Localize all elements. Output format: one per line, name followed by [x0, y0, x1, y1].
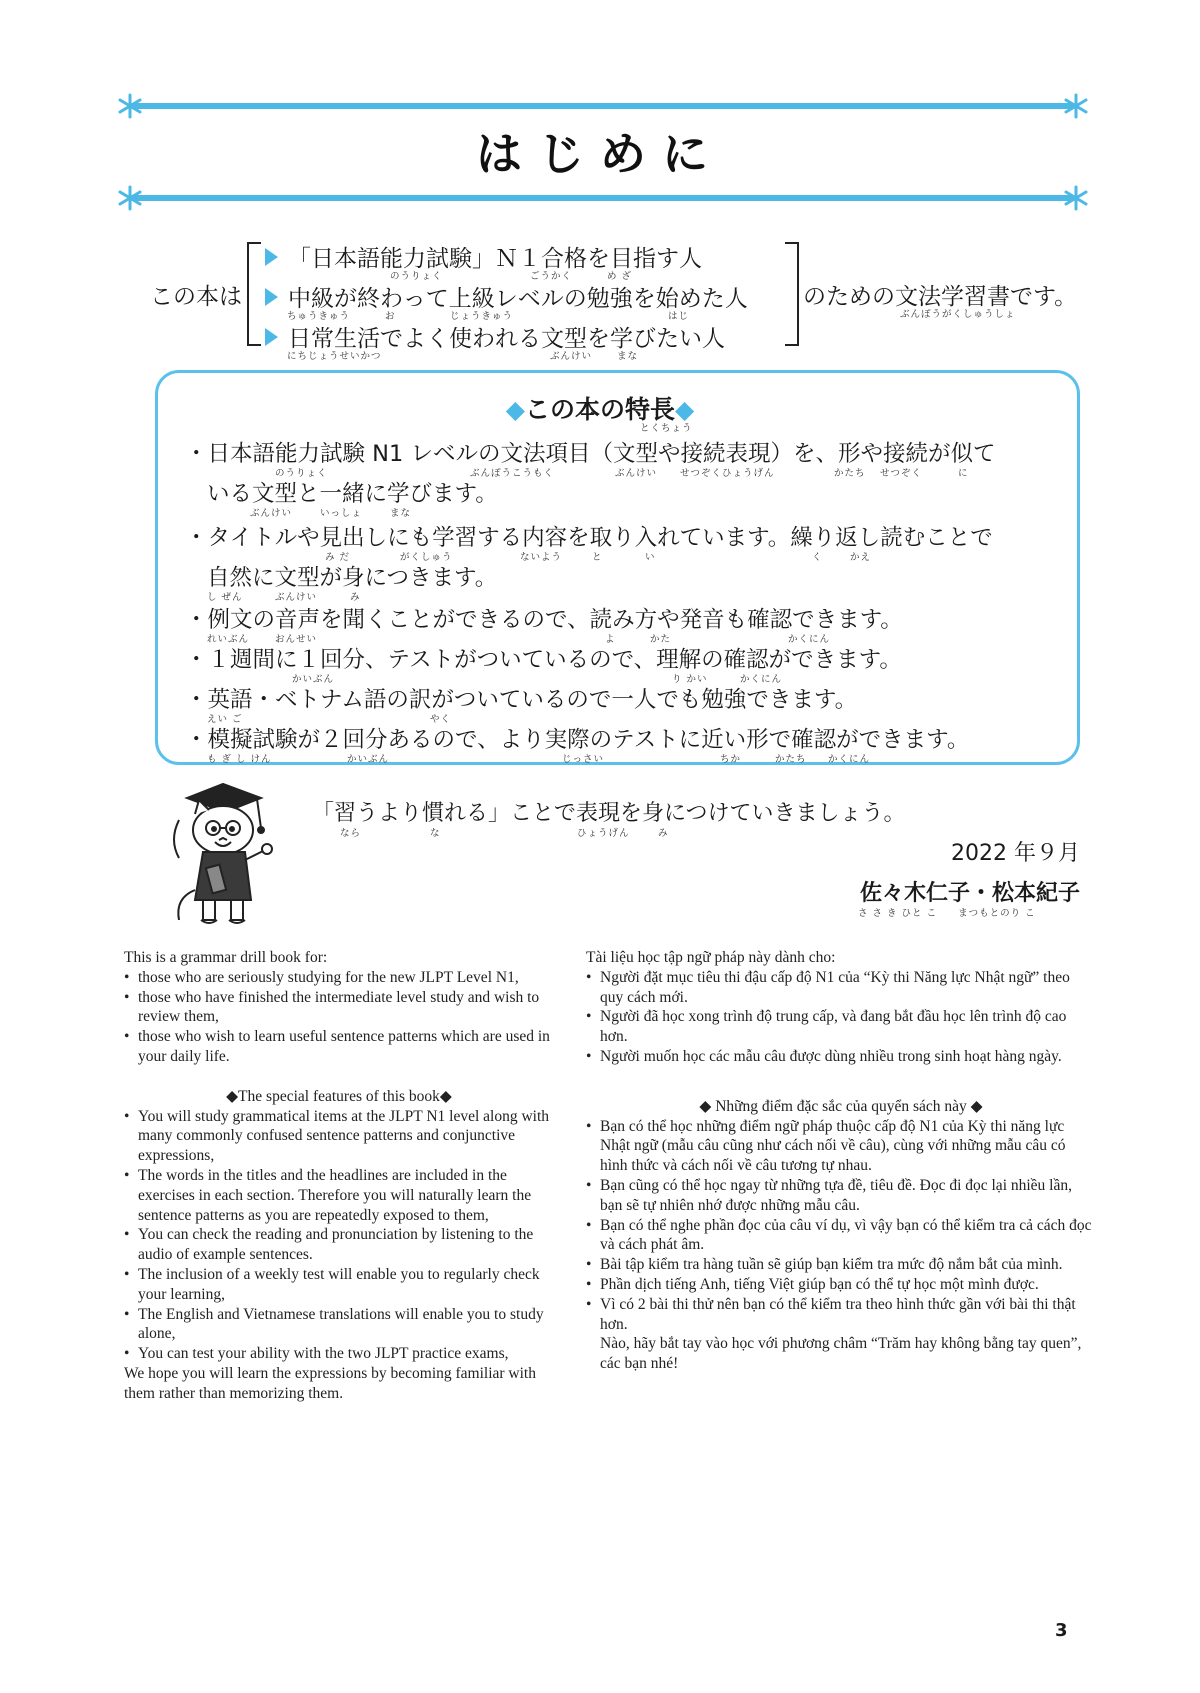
furigana: ちゅうきゅう — [287, 311, 351, 322]
furigana: ぶんぽうがくしゅうしょ — [900, 309, 1016, 320]
vietnamese-feature-item: • Bạn có thể học những điểm ngữ pháp thuộc cấp độ N1 của Kỳ thi năng lực Nhật ngữ (mẫu câu cũng như cách nối về câu), cùng với những mẫu câu có hình thức và cách nối về câu tương tự nhau. — [586, 1117, 1066, 1175]
english-feature-item: • The English and Vietnamese translations will enable you to study alone, — [124, 1305, 544, 1343]
furigana: と — [592, 552, 603, 563]
vietnamese-target-item: • Người muốn học các mẫu câu được dùng nhiều trong sinh hoạt hàng ngày. — [586, 1047, 1062, 1065]
target-text: 「日本語能力試験」Ｎ１合格を目指す人 — [288, 246, 702, 272]
furigana: な — [430, 828, 441, 839]
motto: 「習うより慣れる」ことで表現を身につけていきましょう。 — [312, 801, 906, 826]
feature-item-continued: いる文型と一緒に学びます。 — [207, 481, 498, 507]
furigana: り かい — [672, 674, 708, 685]
furigana: ひょうげん — [577, 828, 630, 839]
furigana: はじ — [668, 311, 690, 322]
furigana: がくしゅう — [400, 552, 453, 563]
furigana: に — [958, 468, 969, 479]
furigana: まな — [617, 351, 639, 362]
english-column — [124, 948, 554, 1404]
english-feature-item: • You can check the reading and pronunciation by listening to the audio of example sentences. — [124, 1226, 534, 1264]
english-target-item: • those who have finished the intermediate level study and wish to review them, — [124, 988, 540, 1026]
english-feature-item: • You will study grammatical items at the JLPT N1 level along with many commonly confused sentence patterns and conjunctive expressions, — [124, 1107, 549, 1165]
furigana: ごうかく — [530, 271, 573, 282]
furigana: み だ — [325, 552, 351, 563]
furigana: かた — [650, 634, 672, 645]
vietnamese-closing: Nào, hãy bắt tay vào học với phương châm “Trăm hay không bằng tay quen”, các bạn nhé! — [600, 1335, 1082, 1373]
triangle-bullet-icon — [265, 288, 278, 306]
vietnamese-features-title: ◆ Những điểm đặc sắc của quyển sách này ◆ — [699, 1097, 983, 1115]
feature-item: ・タイトルや見出しにも学習する内容を取り入れています。繰り返し読むことで — [185, 525, 993, 551]
vietnamese-feature-item: • Phần dịch tiếng Anh, tiếng Việt giúp bạn có thể tự học một mình được. — [586, 1275, 1039, 1293]
english-feature-item: • You can test your ability with the two JLPT practice exams, — [124, 1345, 509, 1363]
english-closing: We hope you will learn the expressions by becoming familiar with them rather than memorizing them. — [124, 1364, 536, 1402]
page-number: 3 — [1055, 1620, 1068, 1641]
left-bracket — [247, 242, 261, 346]
target-reader — [265, 240, 702, 273]
features-title: ◆この本の特長◆ — [505, 395, 695, 424]
furigana: かいぶん — [347, 754, 390, 765]
furigana: かえ — [850, 552, 872, 563]
feature-item: ・例文の音声を聞くことができるので、読み方や発音も確認できます。 — [185, 607, 903, 633]
page-title: はじめに — [476, 127, 724, 181]
vietnamese-feature-item: • Vì có 2 bài thi thử nên bạn có thể kiểm tra theo hình thức gần với bài thi thật hơn. — [586, 1295, 1076, 1333]
target-text: 日常生活でよく使われる文型を学びたい人 — [288, 326, 725, 352]
vietnamese-intro: Tài liệu học tập ngữ pháp này dành cho: — [586, 949, 836, 966]
furigana: のうりょく — [275, 468, 328, 479]
furigana: とくちょう — [640, 423, 693, 434]
furigana: なら — [340, 828, 362, 839]
english-feature-item: • The inclusion of a weekly test will enable you to regularly check your learning, — [124, 1265, 540, 1303]
vietnamese-feature-item: • Bài tập kiểm tra hàng tuần sẽ giúp bạn kiểm tra mức độ nắm bắt của mình. — [586, 1256, 1063, 1274]
furigana: ちか — [720, 754, 742, 765]
title-top-rule — [128, 103, 1076, 109]
furigana: も ぎ し けん — [207, 754, 272, 765]
diamond-icon: ◆ — [505, 395, 525, 424]
triangle-bullet-icon — [265, 328, 278, 346]
furigana: かくにん — [740, 674, 783, 685]
furigana: かくにん — [788, 634, 831, 645]
title-bottom-rule — [128, 195, 1076, 201]
furigana: ぶんぽうこうもく — [470, 468, 555, 479]
furigana: ぶんけい — [550, 351, 593, 362]
english-target-item: • those who wish to learn useful sentence patterns which are used in your daily life. — [124, 1028, 550, 1065]
furigana: い — [645, 552, 656, 563]
cat-professor-mascot — [165, 780, 275, 930]
furigana: し ぜん — [207, 592, 243, 603]
feature-item: ・日本語能力試験 N1 レベルの文法項目（文型や接続表現）を、形や接続が似て — [185, 441, 996, 467]
furigana: かくにん — [828, 754, 871, 765]
furigana: み — [658, 828, 669, 839]
furigana: ないよう — [520, 552, 563, 563]
furigana: さ さ き ひと こ まつもとのり こ — [858, 908, 1036, 919]
feature-item: ・英語・ベトナム語の訳がついているので一人でも勉強できます。 — [185, 687, 858, 713]
furigana: かたち — [775, 754, 807, 765]
furigana: よ — [605, 634, 616, 645]
vietnamese-column — [586, 948, 1096, 1374]
english-target-item: • those who are seriously studying for the new JLPT Level N1, — [124, 968, 519, 986]
diamond-icon: ◆ — [675, 395, 695, 424]
furigana: み — [350, 592, 361, 603]
feature-item: ・模擬試験が２回分あるので、より実際のテストに近い形で確認ができます。 — [185, 727, 970, 753]
target-text: 中級が終わって上級レベルの勉強を始めた人 — [288, 286, 748, 312]
star-icon — [1063, 185, 1089, 211]
vietnamese-feature-item: • Bạn có thể nghe phần đọc của câu ví dụ, vì vậy bạn có thể kiểm tra cả cách đọc và cách phát âm. — [586, 1216, 1092, 1254]
furigana: ぶんけい — [615, 468, 658, 479]
furigana: いっしょ — [320, 508, 363, 519]
vietnamese-feature-item: • Bạn cũng có thể học ngay từ những tựa đề, tiêu đề. Đọc đi đọc lại nhiều lần, bạn sẽ tự nhiên nhớ được những mẫu câu. — [586, 1176, 1072, 1214]
english-features-title: ◆The special features of this book◆ — [226, 1087, 452, 1105]
authors: 佐々木仁子・松本紀子 — [859, 881, 1080, 906]
furigana: えい ご — [207, 714, 243, 725]
furigana: く — [812, 552, 823, 563]
furigana: のうりょく — [390, 271, 443, 282]
star-icon — [1063, 93, 1089, 119]
triangle-bullet-icon — [265, 248, 278, 266]
intro-suffix: のための文法学習書です。 — [803, 284, 1078, 310]
intro-label: この本は — [150, 284, 242, 310]
furigana: せつぞくひょうげん — [680, 468, 775, 479]
english-intro: This is a grammar drill book for: — [124, 949, 328, 966]
star-icon — [117, 185, 143, 211]
furigana: せつぞく — [880, 468, 923, 479]
furigana: め ざ — [607, 271, 633, 282]
furigana: かたち — [834, 468, 866, 479]
feature-item-continued: 自然に文型が身につきます。 — [207, 565, 498, 591]
feature-item: ・１週間に１回分、テストがついているので、理解の確認ができます。 — [185, 647, 902, 673]
furigana: まな — [390, 508, 412, 519]
vietnamese-target-item: • Người đã học xong trình độ trung cấp, và đang bắt đầu học lên trình độ cao hơn. — [586, 1008, 1067, 1046]
furigana: にちじょうせいかつ — [287, 351, 382, 362]
furigana: お — [385, 311, 396, 322]
star-icon — [117, 93, 143, 119]
furigana: やく — [430, 714, 452, 725]
date: 2022 年９月 — [951, 841, 1080, 866]
furigana: おんせい — [275, 634, 318, 645]
furigana: じっさい — [562, 754, 605, 765]
furigana: ぶんけい — [275, 592, 318, 603]
english-feature-item: • The words in the titles and the headlines are included in the exercises in each section. Therefore you will naturally learn the sentence patterns as you are repeatedly exposed to them, — [124, 1166, 532, 1224]
furigana: れいぶん — [207, 634, 250, 645]
right-bracket — [785, 242, 799, 346]
furigana: かいぶん — [292, 674, 335, 685]
furigana: ぶんけい — [250, 508, 293, 519]
vietnamese-target-item: • Người đặt mục tiêu thi đậu cấp độ N1 của “Kỳ thi Năng lực Nhật ngữ” theo quy cách mới. — [586, 968, 1070, 1006]
furigana: じょうきゅう — [450, 311, 514, 322]
